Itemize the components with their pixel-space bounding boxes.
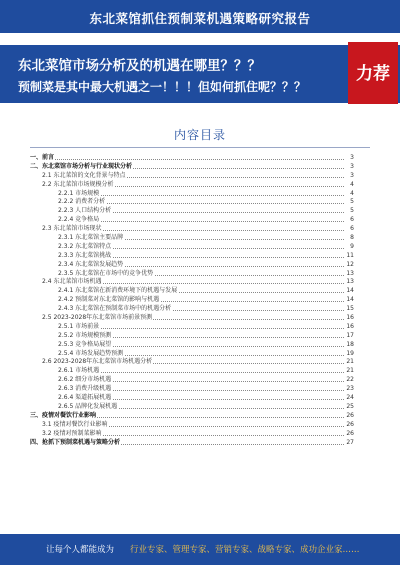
toc-entry-page: 14 bbox=[346, 287, 354, 295]
toc-entry-page: 19 bbox=[346, 349, 354, 357]
toc-dot-leader bbox=[34, 159, 344, 160]
toc-entry-label: 2.4.3 东北菜馆在预制菜市场中的机遇分析 bbox=[58, 305, 172, 313]
toc-entry-page: 22 bbox=[346, 376, 354, 384]
toc-entry[interactable] bbox=[30, 421, 354, 430]
toc-entry-page: 23 bbox=[346, 385, 354, 393]
toc-entry[interactable] bbox=[30, 198, 354, 207]
promo-banner bbox=[0, 45, 400, 103]
recommend-badge-text: 力荐 bbox=[356, 64, 390, 84]
toc-entry-label: 2.1 东北菜馆的文化背景与特点 bbox=[42, 171, 126, 179]
toc-entry-label: 2.2 东北菜馆市场规模分析 bbox=[42, 180, 114, 188]
toc-entry-label: 2.6.2 细分市场机遇 bbox=[58, 376, 112, 384]
toc-entry-label: 2.2.2 消费者分析 bbox=[58, 198, 106, 206]
toc-entry-page: 4 bbox=[350, 189, 354, 197]
toc-entry-page: 5 bbox=[350, 207, 354, 215]
toc-entry-page: 8 bbox=[350, 234, 354, 242]
toc-entry-label: 2.3.4 东北菜馆发展趋势 bbox=[58, 260, 124, 268]
toc-entry-label: 2.2.4 竞争格局 bbox=[58, 216, 100, 224]
toc-entry-label: 2.4.1 东北菜馆在新消费环境下的机遇与发展 bbox=[58, 287, 178, 295]
toc-entry-page: 21 bbox=[346, 358, 354, 366]
toc-entry[interactable] bbox=[30, 323, 354, 332]
toc-entry[interactable] bbox=[30, 341, 354, 350]
toc-entry-label: 3.2 疫情对预制菜影响 bbox=[42, 429, 102, 437]
footer-bar bbox=[0, 534, 400, 565]
toc-entry-label: 2.5.1 市场前景 bbox=[58, 322, 100, 330]
toc-entry[interactable] bbox=[30, 314, 354, 323]
toc-entry-label: 2.5.4 市场发展趋势预测 bbox=[58, 349, 124, 357]
toc-entry-page: 14 bbox=[346, 296, 354, 304]
toc-entry-label: 2.6.5 品牌化发展机遇 bbox=[58, 402, 118, 410]
toc-entry-label: 三、疫情对餐饮行业影响 bbox=[30, 411, 97, 419]
toc-dot-leader bbox=[58, 195, 344, 196]
toc-entry[interactable] bbox=[30, 367, 354, 376]
toc-entry-label: 2.5.2 市场规模预测 bbox=[58, 331, 112, 339]
toc-entry-page: 5 bbox=[350, 198, 354, 206]
report-title: 东北菜馆抓住预制菜机遇策略研究报告 bbox=[89, 11, 311, 26]
toc-entry[interactable] bbox=[30, 305, 354, 314]
toc-entry-page: 9 bbox=[350, 242, 354, 250]
toc-entry[interactable] bbox=[30, 163, 354, 172]
toc-entry-page: 24 bbox=[346, 394, 354, 402]
toc-entry-page: 11 bbox=[346, 251, 354, 259]
toc-entry-page: 6 bbox=[350, 225, 354, 233]
toc-entry-page: 3 bbox=[350, 162, 354, 170]
toc-entry[interactable] bbox=[30, 332, 354, 341]
toc-entry-label: 2.6 2023-2028年东北菜馆市场机遇分析 bbox=[42, 358, 153, 366]
footer-roles: 行业专家、管理专家、营销专家、战略专家、成功企业家…… bbox=[130, 545, 360, 555]
toc-entry[interactable] bbox=[30, 207, 354, 216]
toc-entry-label: 2.2.1 市场规模 bbox=[58, 189, 100, 197]
banner-subheadline: 预制菜是其中最大机遇之一！！！但如何抓住呢？？？ bbox=[18, 80, 307, 94]
toc-entry-page: 3 bbox=[350, 154, 354, 161]
top-header-bar bbox=[0, 0, 400, 33]
toc-entry[interactable] bbox=[30, 412, 354, 421]
toc-entry-label: 2.3.2 东北菜馆特点 bbox=[58, 242, 112, 250]
toc-entry-page: 13 bbox=[346, 269, 354, 277]
toc-entry[interactable] bbox=[30, 403, 354, 412]
toc-dot-leader bbox=[58, 328, 344, 329]
toc-entry-page: 12 bbox=[346, 260, 354, 268]
toc-entry-label: 2.5 2023-2028年东北菜馆市场前景预测 bbox=[42, 314, 153, 322]
toc-entry-page: 26 bbox=[346, 420, 354, 428]
toc-entry-label: 2.3.5 东北菜馆在市场中的竞争优势 bbox=[58, 269, 154, 277]
toc-entry-label: 2.3.3 东北菜馆挑战 bbox=[58, 251, 112, 259]
toc-entry[interactable] bbox=[30, 261, 354, 270]
toc-dot-leader bbox=[58, 221, 344, 222]
toc-entry-label: 2.4 东北菜馆市场机遇 bbox=[42, 278, 102, 286]
toc-entry-page: 25 bbox=[346, 402, 354, 410]
toc-entry[interactable] bbox=[30, 216, 354, 225]
toc-entry-label: 2.2.3 人口结构分析 bbox=[58, 207, 112, 215]
toc-title: 内容目录 bbox=[173, 128, 226, 142]
toc-entry-label: 2.3 东北菜馆市场现状 bbox=[42, 225, 102, 233]
toc-divider bbox=[30, 147, 370, 148]
toc-entry-page: 16 bbox=[346, 322, 354, 330]
toc-entry-label: 3.1 疫情对餐饮行业影响 bbox=[42, 420, 108, 428]
toc-entry-label: 2.6.4 渠道拓展机遇 bbox=[58, 394, 112, 402]
toc-dot-leader bbox=[58, 372, 344, 373]
banner-headline: 东北菜馆市场分析及的机遇在哪里？？？ bbox=[18, 58, 261, 74]
toc-entry[interactable] bbox=[30, 234, 354, 243]
toc-entry-label: 2.5.3 竞争格局展望 bbox=[58, 340, 112, 348]
toc-entry[interactable] bbox=[30, 243, 354, 252]
toc-entry[interactable] bbox=[30, 154, 354, 163]
toc-entry[interactable] bbox=[30, 287, 354, 296]
toc-entry-page: 4 bbox=[350, 180, 354, 188]
recommend-badge bbox=[348, 42, 398, 104]
toc-entry-label: 2.6.3 消费升级机遇 bbox=[58, 385, 112, 393]
toc-entry[interactable] bbox=[30, 385, 354, 394]
footer-slogan: 让每个人都能成为 bbox=[46, 545, 115, 555]
toc-entry[interactable] bbox=[30, 252, 354, 261]
toc-entry-page: 26 bbox=[346, 429, 354, 437]
table-of-contents bbox=[30, 154, 354, 447]
toc-entry-label: 2.4.2 预制菜对东北菜馆的影响与机遇 bbox=[58, 296, 160, 304]
toc-entry[interactable] bbox=[30, 430, 354, 439]
toc-entry-page: 3 bbox=[350, 171, 354, 179]
toc-entry-page: 27 bbox=[346, 438, 354, 446]
toc-entry-page: 13 bbox=[346, 278, 354, 286]
toc-entry[interactable] bbox=[30, 439, 354, 448]
toc-entry-page: 26 bbox=[346, 411, 354, 419]
toc-entry-label: 一、前言 bbox=[30, 154, 55, 161]
toc-entry[interactable] bbox=[30, 172, 354, 181]
toc-entry[interactable] bbox=[30, 181, 354, 190]
toc-entry-label: 二、东北菜馆市场分析与行业现状分析 bbox=[30, 162, 133, 170]
toc-entry-page: 21 bbox=[346, 367, 354, 375]
toc-entry-page: 16 bbox=[346, 314, 354, 322]
toc-entry-label: 四、抢抓下预制菜机遇与策略分析 bbox=[30, 438, 121, 446]
toc-entry[interactable] bbox=[30, 376, 354, 385]
toc-entry-label: 2.6.1 市场机遇 bbox=[58, 367, 100, 375]
toc-entry-page: 18 bbox=[346, 340, 354, 348]
toc-entry[interactable] bbox=[30, 225, 354, 234]
toc-entry[interactable] bbox=[30, 296, 354, 305]
toc-entry-page: 15 bbox=[346, 305, 354, 313]
toc-entry[interactable] bbox=[30, 394, 354, 403]
toc-entry-page: 17 bbox=[346, 331, 354, 339]
toc-entry-label: 2.3.1 东北菜馆主要品牌 bbox=[58, 234, 124, 242]
toc-entry-page: 6 bbox=[350, 216, 354, 224]
